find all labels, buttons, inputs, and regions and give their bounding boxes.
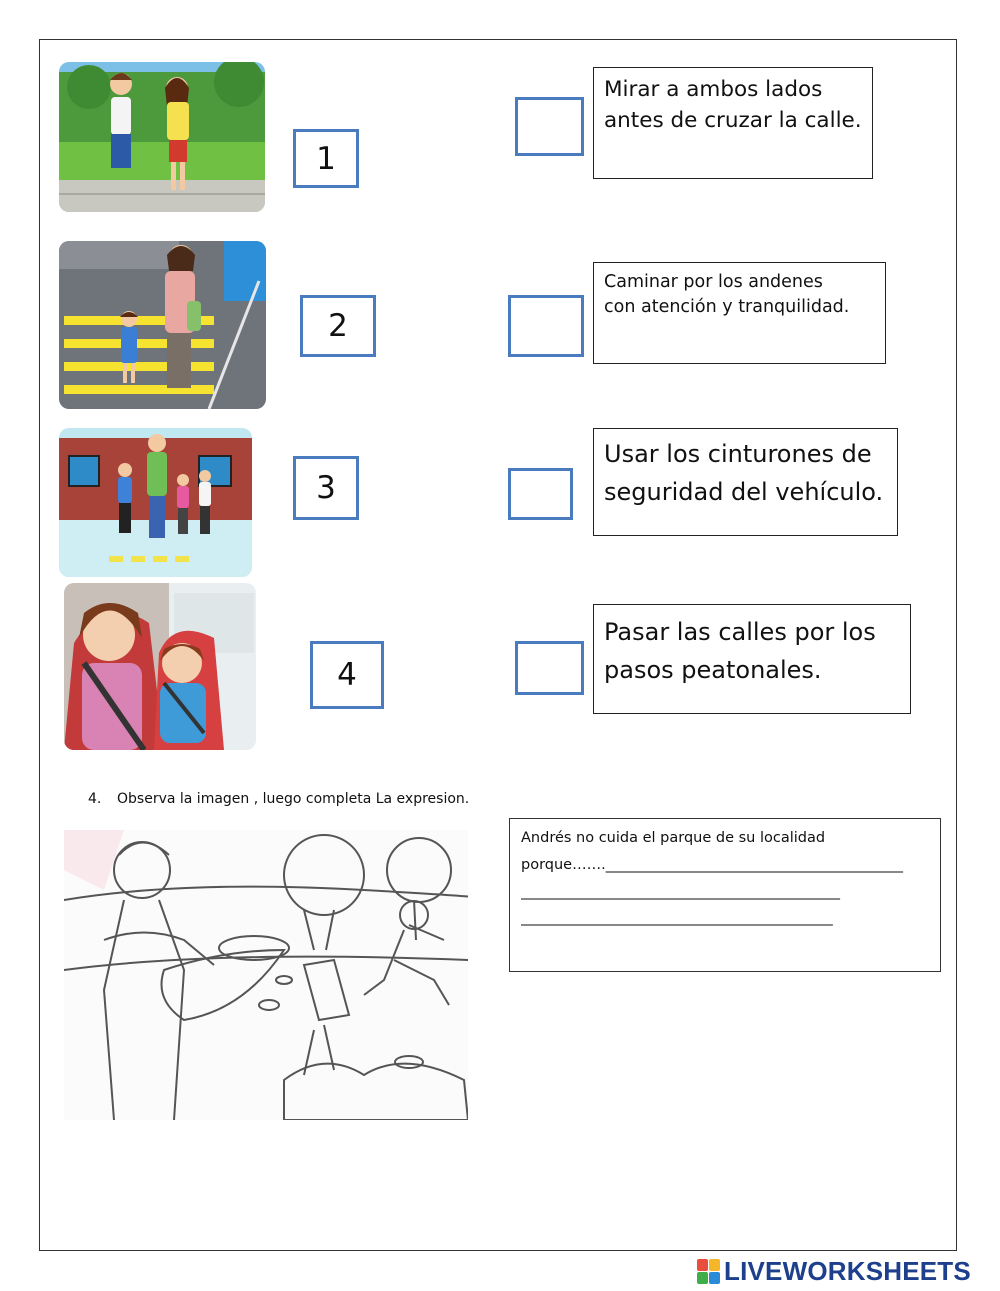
number-box-1: 1	[293, 129, 359, 188]
picture-seatbelt	[64, 583, 256, 750]
phrase-box-2: Caminar por los andenes con atención y tranquilidad.	[593, 262, 886, 364]
picture-crosswalk-mother-child	[59, 241, 266, 409]
number-box-2: 2	[300, 295, 376, 357]
question-number: 4.	[88, 791, 102, 807]
phrase-box-3: Usar los cinturones de seguridad del vehículo.	[593, 428, 898, 536]
picture-park-littering	[64, 830, 468, 1120]
picture-family-crosswalk	[59, 428, 252, 577]
answer-input-2[interactable]	[508, 295, 584, 357]
answer-input-4[interactable]	[515, 641, 584, 695]
answer-input-1[interactable]	[515, 97, 584, 156]
picture-kids-sidewalk	[59, 62, 265, 212]
answer-input-3[interactable]	[508, 468, 573, 520]
question-4	[88, 791, 469, 807]
brand-name: LIVEWORKSHEETS	[724, 1255, 971, 1286]
answer-prompt-line: Andrés no cuida el parque de su localidad	[521, 830, 826, 846]
question-text: Observa la imagen , luego completa La expresion.	[117, 791, 470, 807]
answer-text-box[interactable]	[509, 818, 941, 972]
number-box-3: 3	[293, 456, 359, 520]
phrase-box-1: Mirar a ambos lados antes de cruzar la calle.	[593, 67, 873, 179]
liveworksheets-logo	[697, 1256, 971, 1286]
phrase-box-4: Pasar las calles por los pasos peatonales.	[593, 604, 911, 714]
answer-blank-line-3[interactable]: ___________________________________________	[521, 910, 833, 927]
answer-blank-line-1[interactable]: porque……._________________________________________	[521, 856, 903, 873]
liveworksheets-logo-icon	[697, 1259, 720, 1284]
answer-blank-line-2[interactable]: ____________________________________________	[521, 883, 840, 900]
number-box-4: 4	[310, 641, 384, 709]
